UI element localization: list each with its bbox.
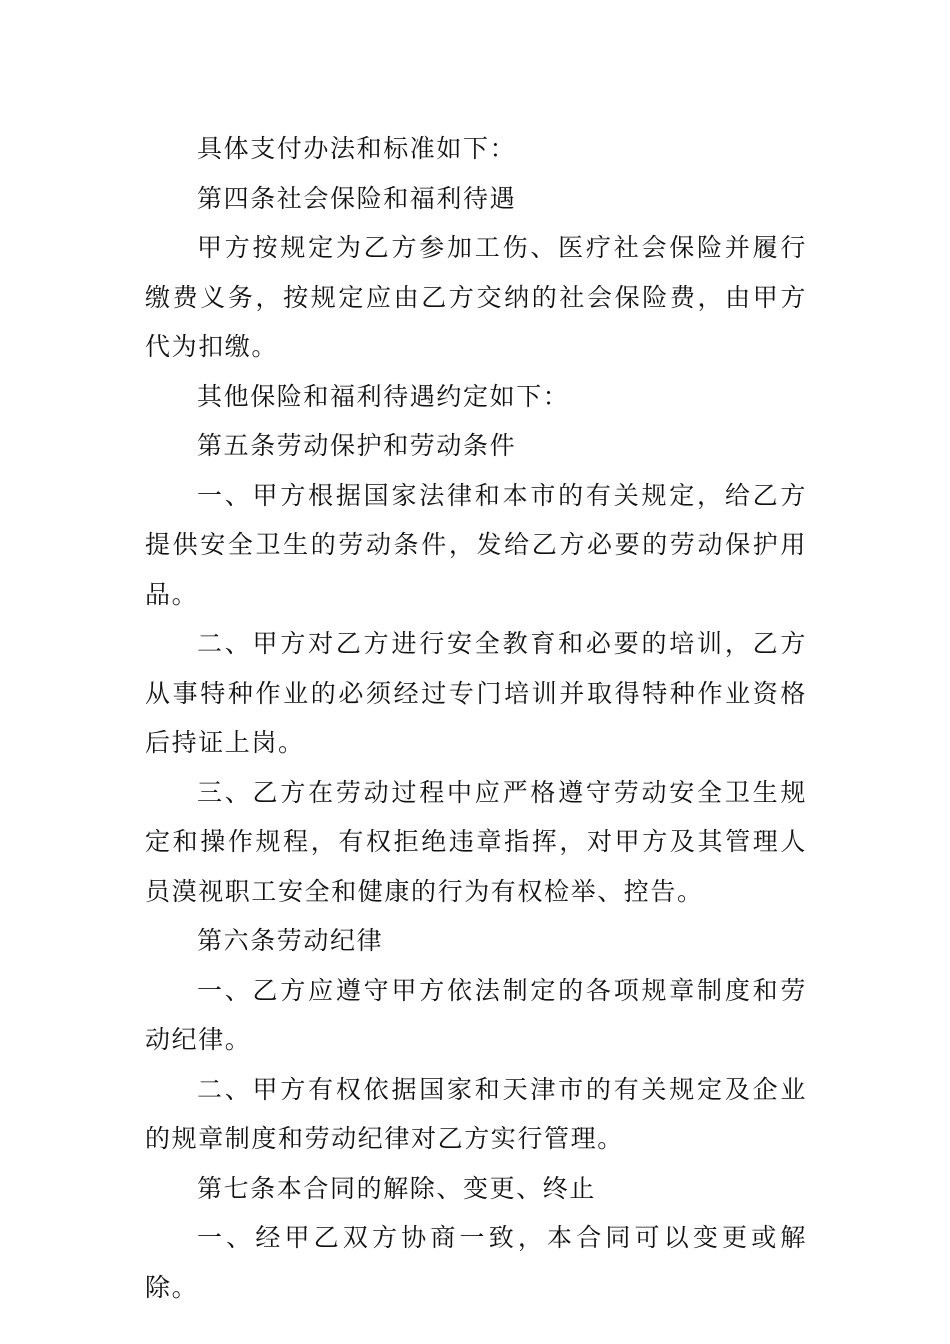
paragraph-social-insurance: 甲方按规定为乙方参加工伤、医疗社会保险并履行缴费义务，按规定应由乙方交纳的社会保险费，由甲方代为扣缴。 — [145, 233, 807, 361]
paragraph-labor-protection-3: 三、乙方在劳动过程中应严格遵守劳动安全卫生规定和操作规程，有权拒绝违章指挥，对甲方及其管理人员漠视职工安全和健康的行为有权检举、控告。 — [145, 777, 807, 906]
paragraph-discipline-1: 一、乙方应遵守甲方依法制定的各项规章制度和劳动纪律。 — [145, 975, 807, 1054]
document-body — [145, 124, 807, 1312]
paragraph-payment-method: 具体支付办法和标准如下： — [197, 134, 517, 163]
heading-article-6: 第六条劳动纪律 — [197, 926, 384, 955]
paragraph-other-benefits: 其他保险和福利待遇约定如下： — [197, 381, 570, 411]
paragraph-termination-1: 一、经甲乙双方协商一致，本合同可以变更或解除。 — [145, 1223, 807, 1302]
paragraph-labor-protection-2: 二、甲方对乙方进行安全教育和必要的培训，乙方从事特种作业的必须经过专门培训并取得特种作业资格后持证上岗。 — [145, 629, 807, 757]
heading-article-4: 第四条社会保险和福利待遇 — [197, 183, 517, 213]
heading-article-5: 第五条劳动保护和劳动条件 — [197, 431, 517, 460]
paragraph-discipline-2: 二、甲方有权依据国家和天津市的有关规定及企业的规章制度和劳动纪律对乙方实行管理。 — [145, 1074, 807, 1153]
paragraph-labor-protection-1: 一、甲方根据国家法律和本市的有关规定，给乙方提供安全卫生的劳动条件，发给乙方必要的劳动保护用品。 — [145, 480, 807, 609]
heading-article-7: 第七条本合同的解除、变更、终止 — [197, 1173, 597, 1203]
